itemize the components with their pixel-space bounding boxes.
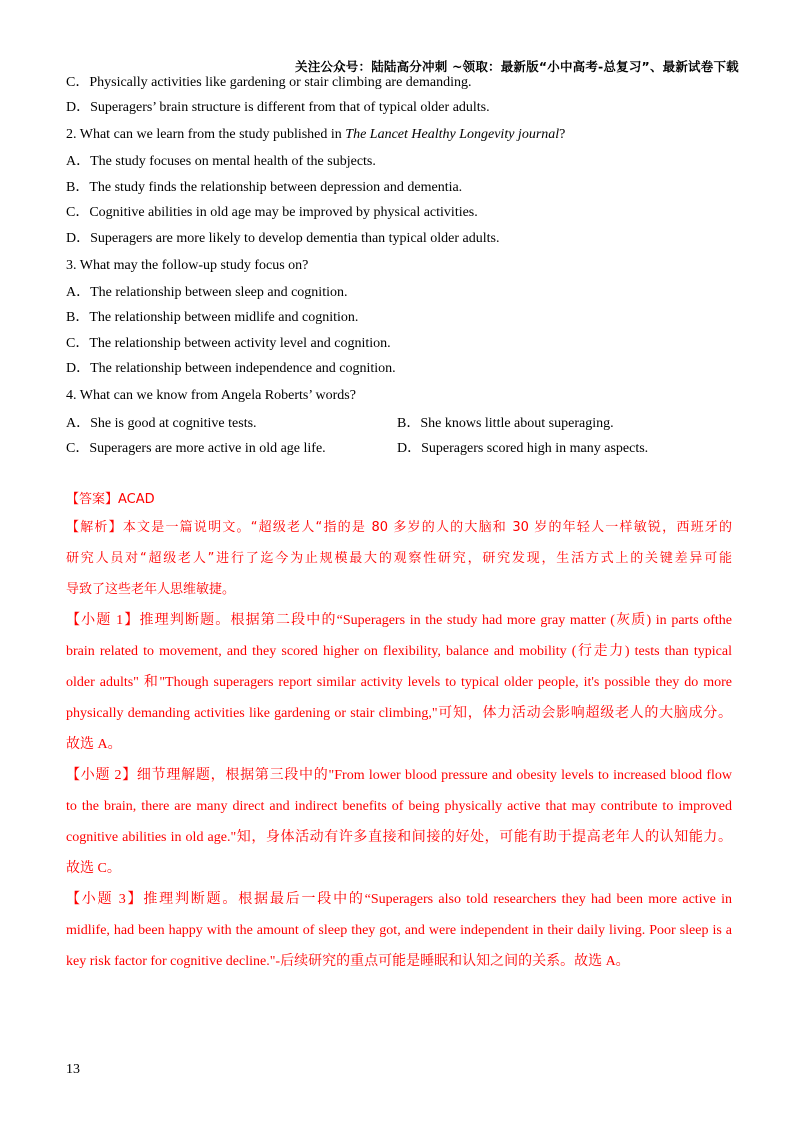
analysis-line: 导致了这些老年人思维敏捷。 [66,582,236,597]
sub3-line: midlife, had been happy with the amount of sleep they got, and were independent in their daily living. Poor sleep is a [66,923,732,938]
page-header-banner: 关注公众号：陆陆高分冲刺 ~领取：最新版“小中高考-总复习”、最新试卷下载 [295,59,739,74]
q4-option-d: D．Superagers scored high in many aspects. [397,441,649,456]
sub1-line: physically demanding activities like gardening or stair climbing,"可知，体力活动会影响超级老人的大脑成分。 [66,706,732,721]
q2-option-c: C．Cognitive abilities in old age may be improved by physical activities. [66,205,478,220]
q3-option-c: C．The relationship between activity level and cognition. [66,336,391,351]
q2-stem-prefix: 2. What can we learn from the study published in [66,127,346,142]
analysis-line: 【解析】本文是一篇说明文。“超级老人“指的是 80 多岁的人的大脑和 30 岁的年轻人一样敏锐，西班牙的 [66,520,732,535]
answer-text: 【答案】ACAD [66,492,155,507]
q3-option-a: A．The relationship between sleep and cognition. [66,285,348,300]
q2-option-d: D．Superagers are more likely to develop dementia than typical older adults. [66,231,500,246]
sub2-line: cognitive abilities in old age."知，身体活动有许多直接和间接的好处，可能有助于提高老年人的认知能力。 [66,830,732,845]
answer-line [66,491,155,509]
q4-stem: 4. What can we know from Angela Roberts’ words? [66,388,356,403]
q3-stem: 3. What may the follow-up study focus on? [66,258,309,273]
q2-option-a: A．The study focuses on mental health of the subjects. [66,154,376,169]
sub1-line: 【小题 1】推理判断题。根据第二段中的“Superagers in the study had more gray matter (灰质) in parts ofthe [66,613,732,628]
sub2-paragraph [66,760,732,884]
q4-option-c: C．Superagers are more active in old age life. [66,441,326,456]
q1-option-d: D．Superagers’ brain structure is different from that of typical older adults. [66,100,490,115]
q2-option-b: B．The study finds the relationship between depression and dementia. [66,180,463,195]
sub2-line: 故选 C。 [66,861,121,876]
sub3-line: 【小题 3】推理判断题。根据最后一段中的“Superagers also told researchers they had been more active in [66,892,732,907]
sub2-line: to the brain, there are many direct and indirect benefits of being physically active that may contribute to improved [66,799,732,814]
analysis-paragraph [66,512,732,605]
sub1-line: brain related to movement, and they scored higher on flexibility, balance and mobility (行走力) tests than typical [66,644,732,659]
sub1-line: 故选 A。 [66,737,122,752]
sub3-line: key risk factor for cognitive decline."-后续研究的重点可能是睡眠和认知之间的关系。故选 A。 [66,954,630,969]
sub3-paragraph [66,884,732,977]
analysis-line: 研究人员对“超级老人”进行了迄今为止规模最大的观察性研究，研究发现，生活方式上的关键差异可能 [66,551,732,566]
q3-option-d: D．The relationship between independence and cognition. [66,361,396,376]
q4-option-b: B．She knows little about superaging. [397,416,614,431]
sub2-line: 【小题 2】细节理解题，根据第三段中的"From lower blood pressure and obesity levels to increased blood flow [66,768,732,783]
q4-option-a: A．She is good at cognitive tests. [66,416,257,431]
page-number: 13 [66,1062,80,1077]
q2-stem-suffix: ? [559,127,566,142]
sub1-line: older adults" 和"Though superagers report similar activity levels to typical older people, it's possible they do more [66,675,732,690]
q2-stem [66,126,565,144]
q1-option-c: C．Physically activities like gardening or stair climbing are demanding. [66,75,472,90]
q2-stem-journal: The Lancet Healthy Longevity journal [345,127,560,142]
sub1-paragraph [66,605,732,760]
q3-option-b: B．The relationship between midlife and cognition. [66,310,359,325]
